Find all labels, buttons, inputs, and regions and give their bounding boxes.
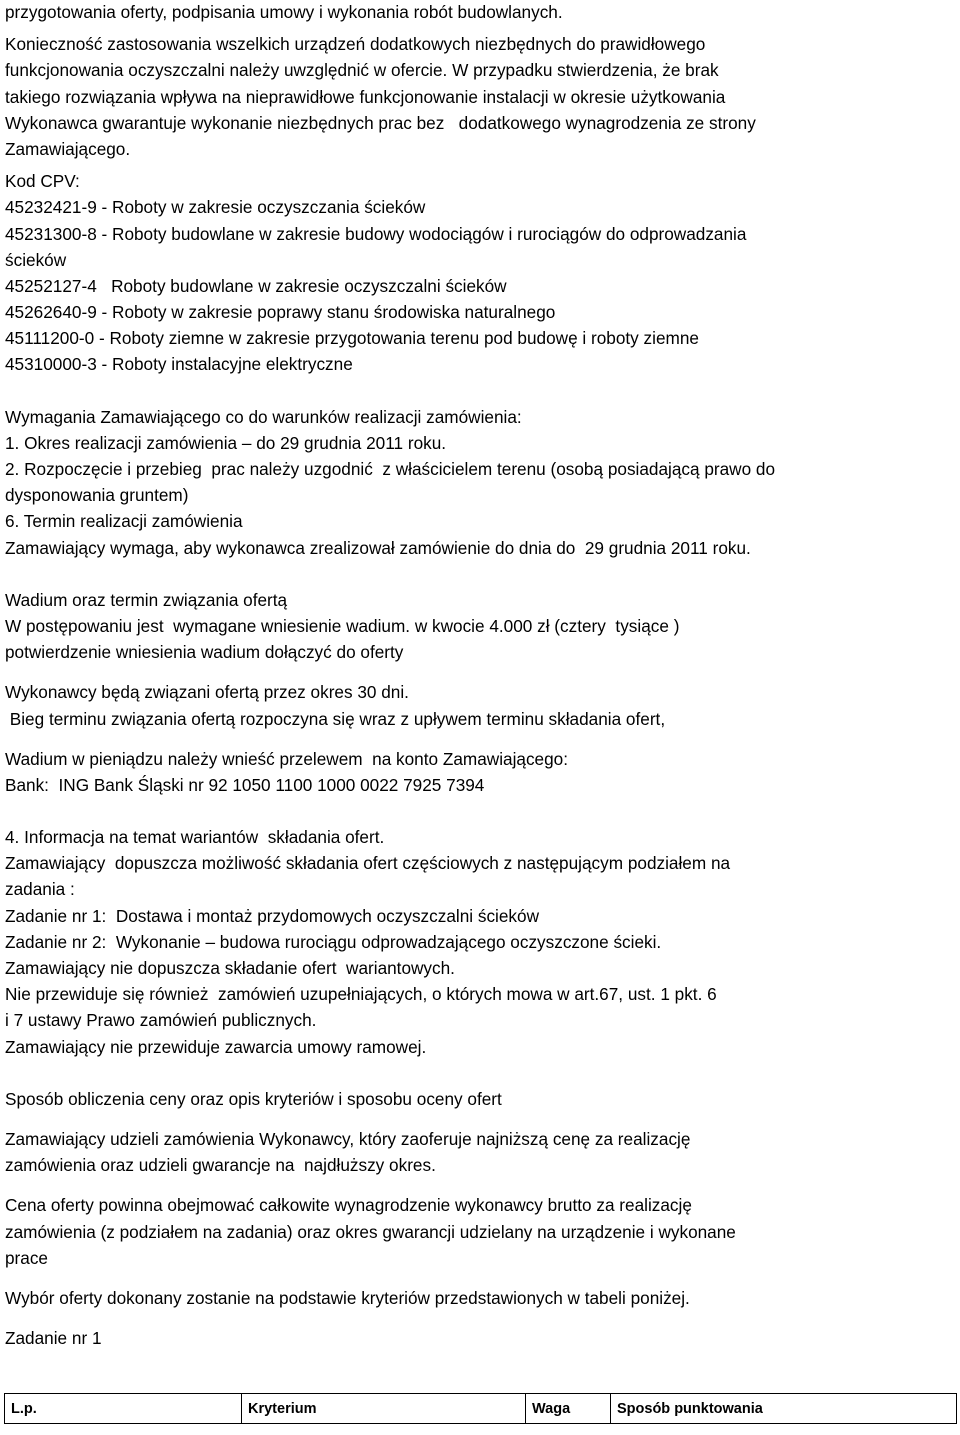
document-page: [5, 0, 955, 1351]
cpv-item: 45310000-3 - Roboty instalacyjne elektryczne: [5, 354, 353, 375]
text-line: Nie przewiduje się również zamówień uzupełniających, o których mowa w art.67, ust. 1 pkt. 6: [5, 984, 717, 1005]
text-line: takiego rozwiązania wpływa na nieprawidłowe funkcjonowanie instalacji w okresie użytkowania: [5, 86, 726, 107]
paragraph-task-label: [5, 1325, 955, 1351]
paragraph-binding-period: [5, 679, 955, 731]
text-line: Zamawiający nie przewiduje zawarcia umowy ramowej.: [5, 1036, 427, 1057]
text-line: Cena oferty powinna obejmować całkowite wynagrodzenie wykonawcy brutto za realizację: [5, 1195, 692, 1216]
paragraph-variants: [5, 824, 955, 1060]
text-line: 2. Rozpoczęcie i przebieg prac należy uzgodnić z właścicielem terenu (osobą posiadającą prawo do: [5, 459, 776, 479]
header-cell-scoring: Sposób punktowania: [611, 1394, 957, 1424]
table-header-row: [5, 1394, 957, 1424]
text-line: Zadanie nr 2: Wykonanie – budowa rurociągu odprowadzającego oczyszczone ścieki.: [5, 931, 662, 952]
paragraph-intro-end: [5, 0, 955, 25]
paragraph-offer-price: [5, 1192, 955, 1271]
text-line: zamówienia oraz udzieli gwarancje na najdłuższy okres.: [5, 1155, 436, 1176]
paragraph-cpv-codes: [5, 168, 955, 378]
text-line: zamówienia (z podziałem na zadania) oraz okres gwarancji udzielany na urządzenie i wykonane: [5, 1221, 736, 1242]
text-line: i 7 ustawy Prawo zamówień publicznych.: [5, 1010, 317, 1031]
text-line: Wybór oferty dokonany zostanie na podstawie kryteriów przedstawionych w tabeli poniżej.: [5, 1287, 690, 1308]
text-line: prace: [5, 1247, 48, 1268]
text-line: Bieg terminu związania ofertą rozpoczyna się wraz z upływem terminu składania ofert,: [5, 708, 666, 729]
section-heading: Sposób obliczenia ceny oraz opis kryteriów i sposobu oceny ofert: [5, 1088, 502, 1109]
cpv-heading: Kod CPV:: [5, 171, 80, 192]
text-line: potwierdzenie wniesienia wadium dołączyć do oferty: [5, 642, 404, 663]
text-line: Zamawiający wymaga, aby wykonawca zrealizował zamówienie do dnia do 29 grudnia 2011 roku.: [5, 537, 751, 558]
text-line: Wykonawcy będą związani ofertą przez okres 30 dni.: [5, 682, 409, 703]
paragraph-requirements: [5, 404, 955, 561]
paragraph-deposit: [5, 587, 955, 666]
text-line: Zamawiający udzieli zamówienia Wykonawcy, który zaoferuje najniższą cenę za realizację: [5, 1128, 691, 1149]
paragraph-bank-account: [5, 746, 955, 798]
header-cell-lp: L.p.: [5, 1394, 242, 1424]
text-line: Zadanie nr 1: Dostawa i montaż przydomowych oczyszczalni ścieków: [5, 905, 539, 926]
cpv-item: 45232421-9 - Roboty w zakresie oczyszczania ścieków: [5, 197, 426, 218]
text-line: Bank: ING Bank Śląski nr 92 1050 1100 1000 0022 7925 7394: [5, 774, 485, 795]
text-line: przygotowania oferty, podpisania umowy i wykonania robót budowlanych.: [5, 2, 563, 22]
text-line: Zamawiający nie dopuszcza składanie ofert wariantowych.: [5, 958, 455, 978]
text-line: Wymagania Zamawiającego co do warunków realizacji zamówienia:: [5, 406, 522, 427]
cpv-item: 45111200-0 - Roboty ziemne w zakresie przygotowania terenu pod budowę i roboty ziemne: [5, 328, 699, 349]
text-line: 1. Okres realizacji zamówienia – do 29 grudnia 2011 roku.: [5, 432, 447, 453]
text-line: W postępowaniu jest wymagane wniesienie wadium. w kwocie 4.000 zł (cztery tysiące ): [5, 615, 680, 636]
text-line: Wadium w pieniądzu należy wnieść przelewem na konto Zamawiającego:: [5, 748, 568, 769]
task-title: Zadanie nr 1: [5, 1328, 102, 1349]
cpv-item: 45262640-9 - Roboty w zakresie poprawy stanu środowiska naturalnego: [5, 302, 556, 323]
text-line: Wykonawca gwarantuje wykonanie niezbędnych prac bez dodatkowego wynagrodzenia ze strony: [5, 112, 756, 133]
paragraph-selection: [5, 1285, 955, 1311]
section-heading: 4. Informacja na temat wariantów składania ofert.: [5, 827, 385, 848]
text-line: funkcjonowania oczyszczalni należy uwzględnić w ofercie. W przypadku stwierdzenia, że brak: [5, 60, 719, 81]
text-line: Konieczność zastosowania wszelkich urządzeń dodatkowych niezbędnych do prawidłowego: [5, 34, 706, 55]
cpv-item: ścieków: [5, 249, 67, 270]
text-line: 6. Termin realizacji zamówienia: [5, 511, 243, 532]
text-line: zadania :: [5, 879, 75, 900]
cpv-item: 45252127-4 Roboty budowlane w zakresie oczyszczalni ścieków: [5, 275, 507, 296]
cpv-item: 45231300-8 - Roboty budowlane w zakresie budowy wodociągów i rurociągów do odprowadzania: [5, 223, 747, 244]
header-cell-criterion: Kryterium: [242, 1394, 526, 1424]
text-line: dysponowania gruntem): [5, 485, 189, 506]
section-heading: Wadium oraz termin związania ofertą: [5, 589, 288, 610]
text-line: Zamawiający dopuszcza możliwość składania ofert częściowych z następującym podziałem na: [5, 853, 731, 874]
paragraph-award: [5, 1126, 955, 1178]
header-cell-weight: Waga: [526, 1394, 611, 1424]
paragraph-price-calc-heading: [5, 1086, 955, 1112]
criteria-table: [4, 1393, 957, 1424]
paragraph-additional-devices: [5, 31, 955, 162]
text-line: Zamawiającego.: [5, 138, 131, 159]
